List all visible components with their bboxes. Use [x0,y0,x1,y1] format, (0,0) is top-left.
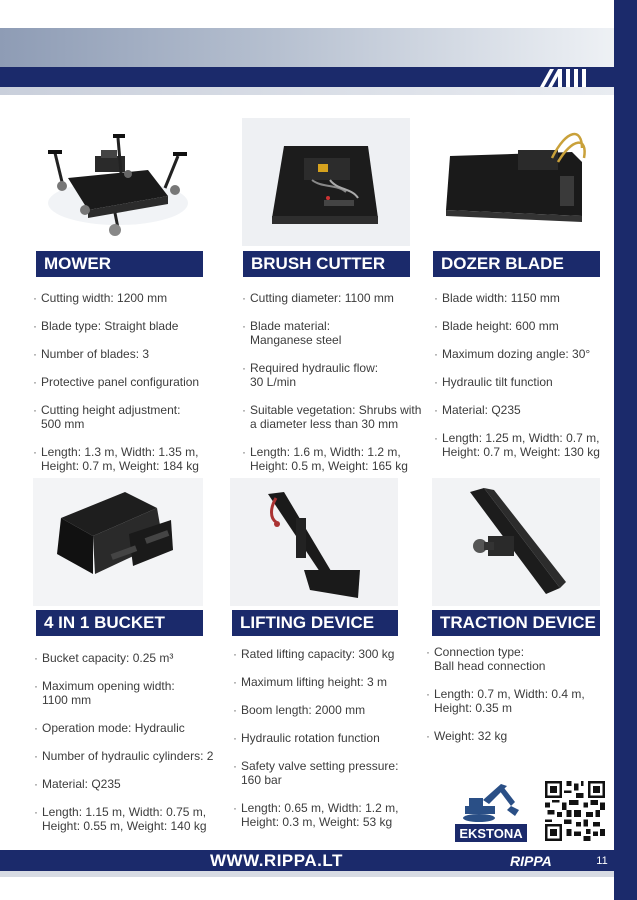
spec-item: · Number of hydraulic cylinders: 2 [34,749,224,763]
qr-code-icon[interactable] [545,781,605,841]
dozer-blade-image [432,118,600,246]
lifting-device-title: LIFTING DEVICE [232,610,398,636]
header-bar [0,67,614,87]
brush-cutter-specs [242,291,432,473]
spec-item: · Material: Q235 [34,777,224,791]
four-in-one-bucket-title: 4 IN 1 BUCKET [36,610,203,636]
dozer-blade-specs [434,291,612,459]
spec-item: · Maximum dozing angle: 30° [434,347,612,361]
brush-cutter-image [242,118,410,246]
rippa-brand-label: RIPPA [510,853,552,869]
right-edge-bar [614,0,637,900]
ekstona-logo-text: EKSTONA [459,826,523,841]
spec-item: · Blade height: 600 mm [434,319,612,333]
spec-item: · Operation mode: Hydraulic [34,721,224,735]
spec-item: · Blade width: 1150 mm [434,291,612,305]
mower-image [33,118,203,246]
brand-stripes-icon [540,68,596,88]
spec-item: · Blade material: Manganese steel [242,319,432,347]
spec-item: · Length: 1.6 m, Width: 1.2 m, Height: 0.5 m, Weight: 165 kg [242,445,432,473]
ekstona-logo-icon [455,780,527,842]
footer-bar-shadow [0,871,614,877]
four-in-one-bucket-specs [34,651,224,833]
spec-item: · Length: 0.65 m, Width: 1.2 m, Height: 0.3 m, Weight: 53 kg [233,801,423,829]
traction-device-image [432,478,600,606]
spec-item: · Length: 0.7 m, Width: 0.4 m, Height: 0.35 m [426,687,612,715]
spec-item: · Weight: 32 kg [426,729,612,743]
spec-item: · Hydraulic tilt function [434,375,612,389]
header-gradient-band [0,28,614,68]
spec-item: · Length: 1.25 m, Width: 0.7 m, Height: 0.7 m, Weight: 130 kg [434,431,612,459]
spec-item: · Cutting diameter: 1100 mm [242,291,432,305]
mower-title: MOWER [36,251,203,277]
brush-cutter-title: BRUSH CUTTER [243,251,410,277]
dozer-blade-title: DOZER BLADE [433,251,600,277]
lifting-device-image [230,478,398,606]
spec-item: · Number of blades: 3 [33,347,223,361]
spec-item: · Cutting width: 1200 mm [33,291,223,305]
spec-item: · Length: 1.3 m, Width: 1.35 m, Height: 0.7 m, Weight: 184 kg [33,445,223,473]
lifting-device-specs [233,647,423,829]
traction-device-title: TRACTION DEVICE [432,610,600,636]
spec-item: · Bucket capacity: 0.25 m³ [34,651,224,665]
page-number: 11 [596,855,608,867]
spec-item: · Boom length: 2000 mm [233,703,423,717]
spec-item: · Length: 1.15 m, Width: 0.75 m, Height: 0.55 m, Weight: 140 kg [34,805,224,833]
spec-item: · Safety valve setting pressure: 160 bar [233,759,423,787]
spec-item: · Blade type: Straight blade [33,319,223,333]
spec-item: · Maximum opening width: 1100 mm [34,679,224,707]
spec-item: · Suitable vegetation: Shrubs with a diameter less than 30 mm [242,403,432,431]
traction-device-specs [426,645,612,743]
four-in-one-bucket-image [33,478,203,606]
spec-item: · Hydraulic rotation function [233,731,423,745]
header-bar-shadow [0,87,614,95]
spec-item: · Required hydraulic flow: 30 L/min [242,361,432,389]
website-link[interactable]: WWW.RIPPA.LT [210,851,343,870]
spec-item: · Maximum lifting height: 3 m [233,675,423,689]
spec-item: · Material: Q235 [434,403,612,417]
spec-item: · Rated lifting capacity: 300 kg [233,647,423,661]
mower-specs [33,291,223,473]
spec-item: · Cutting height adjustment: 500 mm [33,403,223,431]
spec-item: · Connection type: Ball head connection [426,645,612,673]
spec-item: · Protective panel configuration [33,375,223,389]
